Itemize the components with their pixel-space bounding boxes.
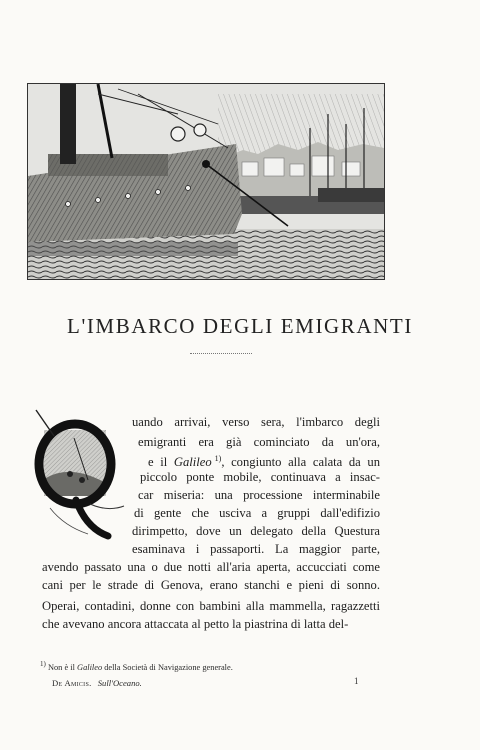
- footnote-ship-name: Galileo: [77, 662, 103, 672]
- text-fragment: , congiunto alla calata da un: [221, 455, 380, 470]
- footnote-text-after: della Società di Navigazione generale.: [102, 662, 233, 672]
- text-line: avendo passato una o due notti all'aria aperta, accucciati come: [42, 560, 380, 574]
- dropcap-illustration: [30, 408, 130, 544]
- footnote: [40, 660, 233, 672]
- text-line: cani per le strade di Genova, erano stanchi e pieni di sonno.: [42, 578, 380, 592]
- text-line: esaminava i passaporti. La maggior parte,: [132, 542, 380, 556]
- text-line: Operai, contadini, donne con bambini alla mammella, ragazzetti: [42, 599, 380, 613]
- text-line: car miseria: una processione interminabile: [138, 488, 380, 502]
- signature-author: De Amicis.: [52, 678, 92, 688]
- footnote-marker: 1): [40, 660, 46, 668]
- signature-sheet-number: 1: [354, 676, 359, 686]
- text-line: di gente che usciva a gruppi dall'edifizio: [134, 506, 380, 520]
- signature-work-title: Sull'Oceano.: [97, 678, 142, 688]
- text-fragment: e il: [148, 455, 174, 470]
- text-line: emigranti era già cominciato da un'ora,: [138, 435, 380, 449]
- text-line-with-ship-name: [148, 451, 380, 470]
- ship-name: Galileo: [173, 455, 212, 470]
- title-ornament-rule: [190, 353, 252, 356]
- chapter-title: L'IMBARCO DEGLI EMIGRANTI: [67, 314, 413, 338]
- footnote-reference: 1): [214, 454, 222, 463]
- text-line: che avevano ancora attaccata al petto la piastrina di latta del-: [42, 617, 349, 631]
- text-line: dirimpetto, dove un delegato della Questura: [132, 524, 380, 538]
- text-line: piccolo ponte mobile, continuava a insac-: [140, 470, 380, 484]
- signature-line: [52, 678, 142, 688]
- footnote-text-before: Non è il: [47, 662, 78, 672]
- text-line: uando arrivai, verso sera, l'imbarco degli: [132, 415, 380, 429]
- ship-engraving-illustration: [27, 83, 385, 280]
